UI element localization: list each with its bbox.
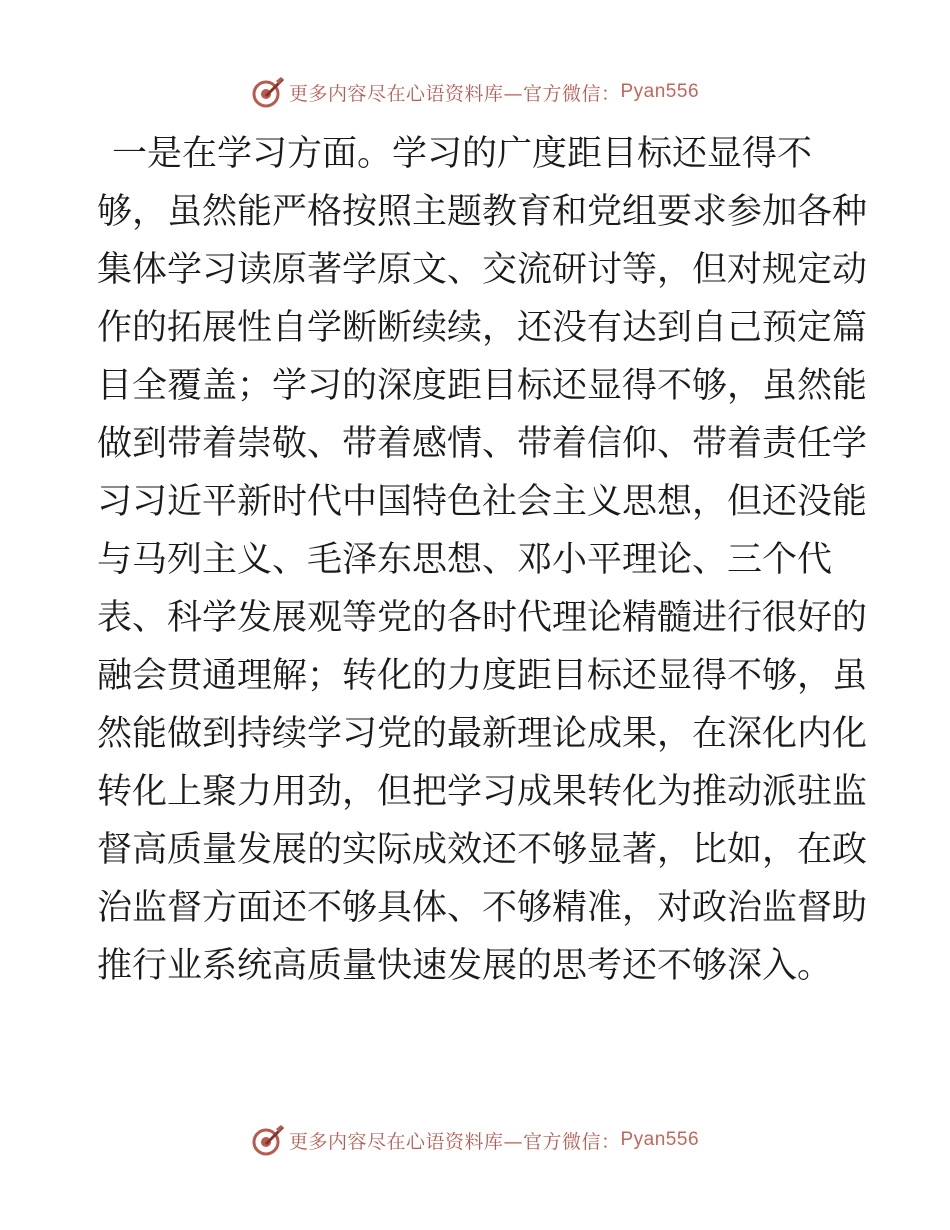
paragraph-line: 融会贯通理解；转化的力度距目标还显得不够，虽 [97, 656, 868, 696]
paragraph-line: 表、科学发展观等党的各时代理论精髓进行很好的 [97, 598, 868, 638]
watermark-text: 更多内容尽在心语资料库—官方微信： [288, 82, 621, 105]
paragraph-line: 然能做到持续学习党的最新理论成果，在深化内化 [97, 714, 868, 754]
paragraph-line: 习习近平新时代中国特色社会主义思想，但还没能 [97, 482, 868, 522]
paragraph-line: 督高质量发展的实际成效还不够显著，比如，在政 [97, 830, 868, 870]
wechat-id: Pyan556 [620, 1129, 700, 1150]
paragraph-line: 转化上聚力用劲，但把学习成果转化为推动派驻监 [97, 772, 868, 812]
paragraph-line: 与马列主义、毛泽东思想、邓小平理论、三个代 [97, 540, 833, 580]
paragraph-line: 集体学习读原著学原文、交流研讨等，但对规定动 [97, 250, 868, 290]
quill-seal-icon [251, 75, 285, 109]
watermark-text: 更多内容尽在心语资料库—官方微信： [288, 1130, 621, 1153]
document-body [97, 125, 868, 995]
paragraph-line: 目全覆盖；学习的深度距目标还显得不够，虽然能 [97, 366, 868, 406]
footer-watermark [0, 1120, 950, 1160]
paragraph-line: 治监督方面还不够具体、不够精准，对政治监督助 [97, 888, 868, 928]
header-watermark [0, 72, 950, 112]
paragraph-line: 推行业系统高质量快速发展的思考还不够深入。 [97, 946, 833, 986]
paragraph-line: 够，虽然能严格按照主题教育和党组要求参加各种 [97, 192, 868, 232]
paragraph-line: 作的拓展性自学断断续续，还没有达到自己预定篇 [97, 308, 868, 348]
paragraph-line: 一是在学习方面。学习的广度距目标还显得不 [112, 134, 813, 174]
wechat-id: Pyan556 [620, 81, 700, 102]
quill-seal-icon [251, 1123, 285, 1157]
paragraph-line: 做到带着崇敬、带着感情、带着信仰、带着责任学 [97, 424, 868, 464]
